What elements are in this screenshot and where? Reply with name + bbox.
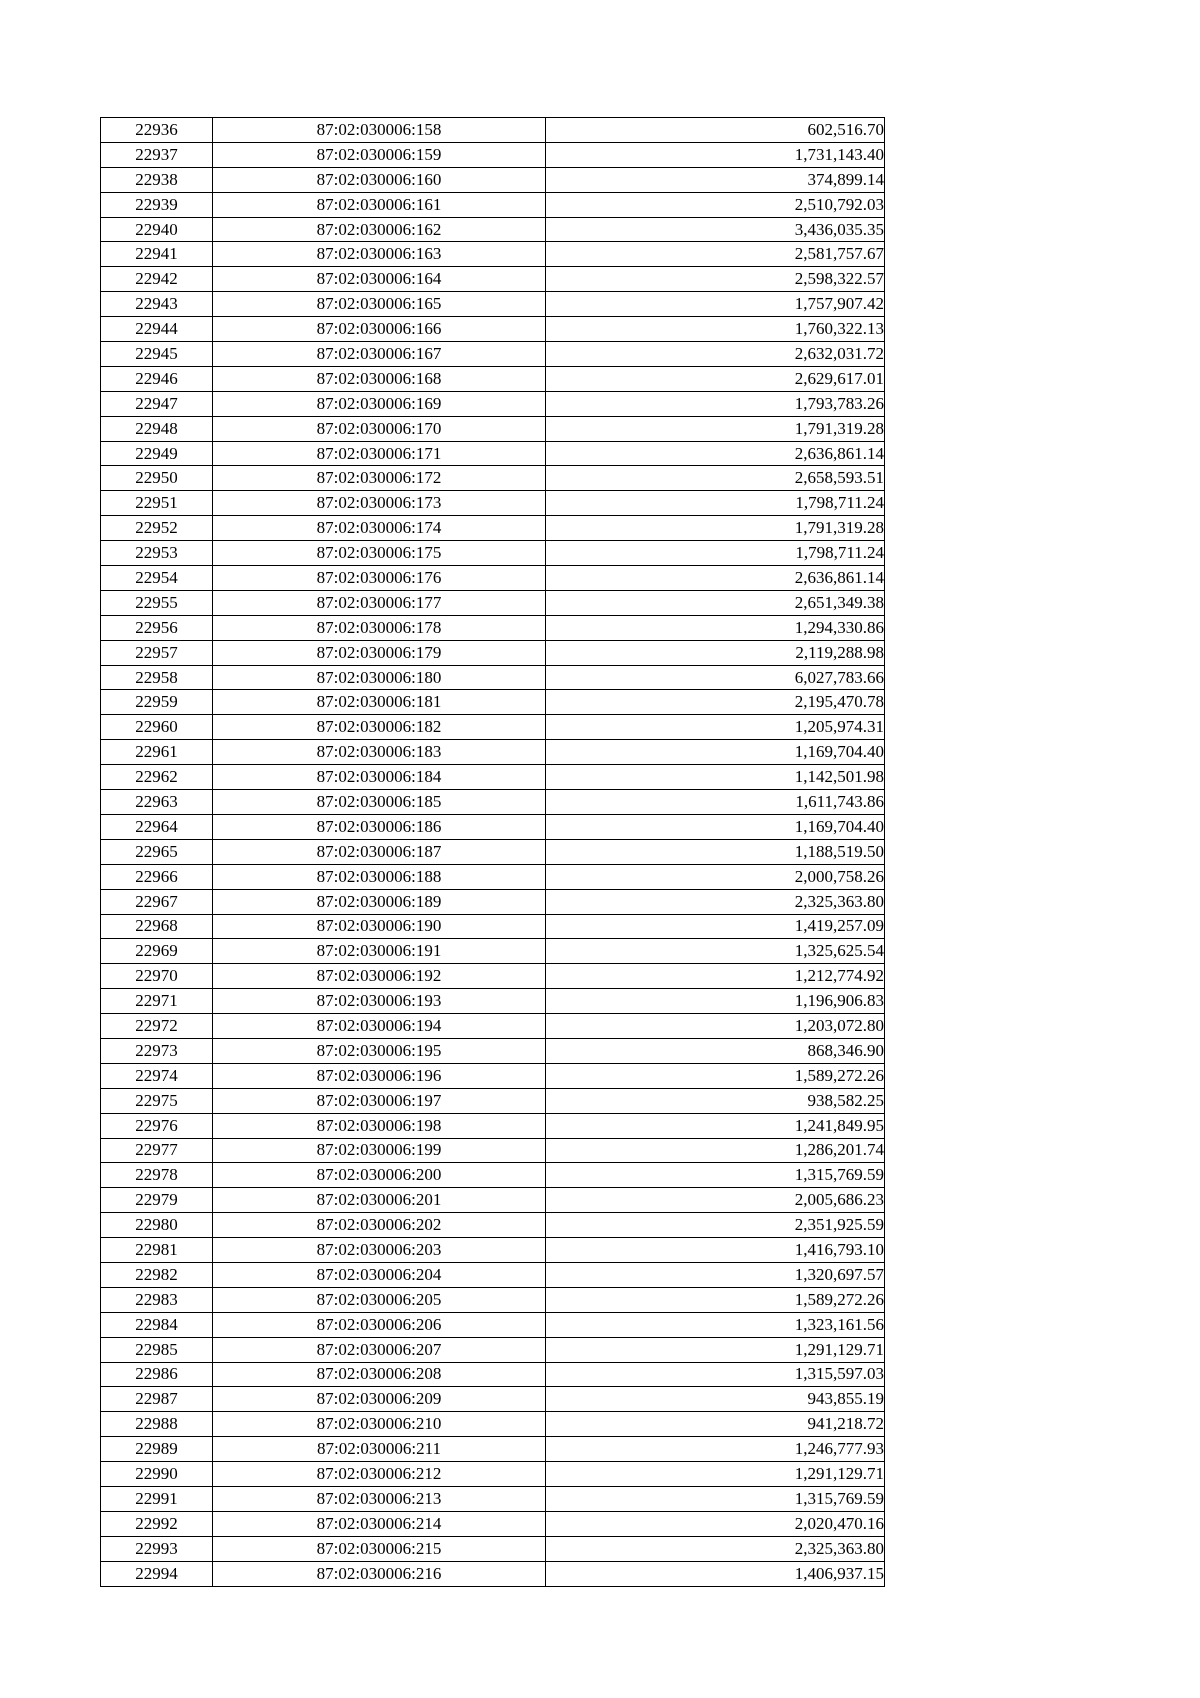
- value-cell: 2,020,470.16: [546, 1511, 885, 1536]
- row-number-cell: 22953: [101, 541, 213, 566]
- table-row: [101, 864, 885, 889]
- value-cell: 1,406,937.15: [546, 1561, 885, 1586]
- row-number-cell: 22945: [101, 342, 213, 367]
- cadastral-number-cell: 87:02:030006:183: [213, 740, 546, 765]
- cadastral-number-cell: 87:02:030006:184: [213, 765, 546, 790]
- value-cell: 1,611,743.86: [546, 790, 885, 815]
- table-row: [101, 142, 885, 167]
- cadastral-number-cell: 87:02:030006:212: [213, 1462, 546, 1487]
- value-cell: 1,320,697.57: [546, 1262, 885, 1287]
- row-number-cell: 22981: [101, 1238, 213, 1263]
- row-number-cell: 22977: [101, 1138, 213, 1163]
- table-row: [101, 1163, 885, 1188]
- cadastral-number-cell: 87:02:030006:162: [213, 217, 546, 242]
- table-row: [101, 765, 885, 790]
- value-cell: 1,241,849.95: [546, 1113, 885, 1138]
- table-row: [101, 1511, 885, 1536]
- table-row: [101, 1561, 885, 1586]
- table-row: [101, 217, 885, 242]
- table-row: [101, 1038, 885, 1063]
- table-row: [101, 416, 885, 441]
- value-cell: 2,651,349.38: [546, 590, 885, 615]
- row-number-cell: 22973: [101, 1038, 213, 1063]
- row-number-cell: 22993: [101, 1536, 213, 1561]
- row-number-cell: 22980: [101, 1213, 213, 1238]
- row-number-cell: 22962: [101, 765, 213, 790]
- value-cell: 2,351,925.59: [546, 1213, 885, 1238]
- table-row: [101, 1312, 885, 1337]
- value-cell: 2,598,322.57: [546, 267, 885, 292]
- table-row: [101, 242, 885, 267]
- row-number-cell: 22974: [101, 1063, 213, 1088]
- value-cell: 3,436,035.35: [546, 217, 885, 242]
- cadastral-number-cell: 87:02:030006:197: [213, 1088, 546, 1113]
- table-row: [101, 964, 885, 989]
- cadastral-number-cell: 87:02:030006:178: [213, 615, 546, 640]
- table-row: [101, 541, 885, 566]
- table-row: [101, 441, 885, 466]
- data-table: [100, 117, 885, 1587]
- cadastral-number-cell: 87:02:030006:163: [213, 242, 546, 267]
- row-number-cell: 22975: [101, 1088, 213, 1113]
- row-number-cell: 22940: [101, 217, 213, 242]
- value-cell: 2,005,686.23: [546, 1188, 885, 1213]
- table-row: [101, 366, 885, 391]
- table-row: [101, 1188, 885, 1213]
- table-row: [101, 615, 885, 640]
- table-row: [101, 1213, 885, 1238]
- table-row: [101, 267, 885, 292]
- table-row: [101, 1536, 885, 1561]
- cadastral-number-cell: 87:02:030006:165: [213, 292, 546, 317]
- cadastral-number-cell: 87:02:030006:198: [213, 1113, 546, 1138]
- row-number-cell: 22978: [101, 1163, 213, 1188]
- table-row: [101, 167, 885, 192]
- cadastral-number-cell: 87:02:030006:191: [213, 939, 546, 964]
- table-row: [101, 914, 885, 939]
- row-number-cell: 22963: [101, 790, 213, 815]
- value-cell: 943,855.19: [546, 1387, 885, 1412]
- table-row: [101, 839, 885, 864]
- value-cell: 1,419,257.09: [546, 914, 885, 939]
- cadastral-number-cell: 87:02:030006:194: [213, 1014, 546, 1039]
- cadastral-number-cell: 87:02:030006:199: [213, 1138, 546, 1163]
- row-number-cell: 22985: [101, 1337, 213, 1362]
- value-cell: 1,798,711.24: [546, 541, 885, 566]
- row-number-cell: 22959: [101, 690, 213, 715]
- value-cell: 2,000,758.26: [546, 864, 885, 889]
- cadastral-number-cell: 87:02:030006:204: [213, 1262, 546, 1287]
- cadastral-number-cell: 87:02:030006:193: [213, 989, 546, 1014]
- row-number-cell: 22946: [101, 366, 213, 391]
- value-cell: 2,636,861.14: [546, 566, 885, 591]
- cadastral-number-cell: 87:02:030006:161: [213, 192, 546, 217]
- row-number-cell: 22970: [101, 964, 213, 989]
- table-row: [101, 1113, 885, 1138]
- cadastral-number-cell: 87:02:030006:190: [213, 914, 546, 939]
- value-cell: 2,325,363.80: [546, 1536, 885, 1561]
- table-row: [101, 466, 885, 491]
- row-number-cell: 22937: [101, 142, 213, 167]
- cadastral-number-cell: 87:02:030006:216: [213, 1561, 546, 1586]
- value-cell: 1,188,519.50: [546, 839, 885, 864]
- row-number-cell: 22966: [101, 864, 213, 889]
- table-row: [101, 317, 885, 342]
- cadastral-number-cell: 87:02:030006:192: [213, 964, 546, 989]
- row-number-cell: 22992: [101, 1511, 213, 1536]
- value-cell: 1,731,143.40: [546, 142, 885, 167]
- table-row: [101, 1088, 885, 1113]
- row-number-cell: 22950: [101, 466, 213, 491]
- cadastral-number-cell: 87:02:030006:167: [213, 342, 546, 367]
- cadastral-number-cell: 87:02:030006:186: [213, 814, 546, 839]
- value-cell: 1,323,161.56: [546, 1312, 885, 1337]
- cadastral-number-cell: 87:02:030006:175: [213, 541, 546, 566]
- table-row: [101, 889, 885, 914]
- value-cell: 1,793,783.26: [546, 391, 885, 416]
- cadastral-number-cell: 87:02:030006:206: [213, 1312, 546, 1337]
- table-row: [101, 790, 885, 815]
- value-cell: 1,196,906.83: [546, 989, 885, 1014]
- row-number-cell: 22982: [101, 1262, 213, 1287]
- cadastral-number-cell: 87:02:030006:169: [213, 391, 546, 416]
- cadastral-number-cell: 87:02:030006:180: [213, 665, 546, 690]
- cadastral-number-cell: 87:02:030006:177: [213, 590, 546, 615]
- table-row: [101, 192, 885, 217]
- table-row: [101, 118, 885, 143]
- value-cell: 2,119,288.98: [546, 640, 885, 665]
- value-cell: 1,325,625.54: [546, 939, 885, 964]
- row-number-cell: 22956: [101, 615, 213, 640]
- table-row: [101, 342, 885, 367]
- row-number-cell: 22988: [101, 1412, 213, 1437]
- row-number-cell: 22936: [101, 118, 213, 143]
- cadastral-number-cell: 87:02:030006:210: [213, 1412, 546, 1437]
- value-cell: 6,027,783.66: [546, 665, 885, 690]
- cadastral-number-cell: 87:02:030006:160: [213, 167, 546, 192]
- cadastral-number-cell: 87:02:030006:200: [213, 1163, 546, 1188]
- row-number-cell: 22948: [101, 416, 213, 441]
- row-number-cell: 22969: [101, 939, 213, 964]
- row-number-cell: 22990: [101, 1462, 213, 1487]
- value-cell: 1,315,597.03: [546, 1362, 885, 1387]
- value-cell: 2,195,470.78: [546, 690, 885, 715]
- cadastral-number-cell: 87:02:030006:213: [213, 1486, 546, 1511]
- value-cell: 1,294,330.86: [546, 615, 885, 640]
- cadastral-number-cell: 87:02:030006:196: [213, 1063, 546, 1088]
- cadastral-number-cell: 87:02:030006:215: [213, 1536, 546, 1561]
- row-number-cell: 22972: [101, 1014, 213, 1039]
- cadastral-number-cell: 87:02:030006:208: [213, 1362, 546, 1387]
- cadastral-number-cell: 87:02:030006:203: [213, 1238, 546, 1263]
- cadastral-number-cell: 87:02:030006:174: [213, 516, 546, 541]
- table-body: [101, 118, 885, 1587]
- cadastral-number-cell: 87:02:030006:201: [213, 1188, 546, 1213]
- row-number-cell: 22944: [101, 317, 213, 342]
- table-row: [101, 1287, 885, 1312]
- row-number-cell: 22938: [101, 167, 213, 192]
- row-number-cell: 22961: [101, 740, 213, 765]
- table-row: [101, 1437, 885, 1462]
- row-number-cell: 22955: [101, 590, 213, 615]
- row-number-cell: 22987: [101, 1387, 213, 1412]
- value-cell: 1,760,322.13: [546, 317, 885, 342]
- cadastral-number-cell: 87:02:030006:202: [213, 1213, 546, 1238]
- value-cell: 374,899.14: [546, 167, 885, 192]
- row-number-cell: 22967: [101, 889, 213, 914]
- value-cell: 1,791,319.28: [546, 516, 885, 541]
- table-row: [101, 690, 885, 715]
- value-cell: 1,169,704.40: [546, 740, 885, 765]
- cadastral-number-cell: 87:02:030006:185: [213, 790, 546, 815]
- row-number-cell: 22964: [101, 814, 213, 839]
- value-cell: 2,581,757.67: [546, 242, 885, 267]
- table-row: [101, 1138, 885, 1163]
- table-row: [101, 1063, 885, 1088]
- cadastral-number-cell: 87:02:030006:195: [213, 1038, 546, 1063]
- row-number-cell: 22952: [101, 516, 213, 541]
- value-cell: 1,286,201.74: [546, 1138, 885, 1163]
- value-cell: 938,582.25: [546, 1088, 885, 1113]
- row-number-cell: 22965: [101, 839, 213, 864]
- value-cell: 1,416,793.10: [546, 1238, 885, 1263]
- row-number-cell: 22939: [101, 192, 213, 217]
- row-number-cell: 22979: [101, 1188, 213, 1213]
- table-row: [101, 1387, 885, 1412]
- row-number-cell: 22947: [101, 391, 213, 416]
- row-number-cell: 22954: [101, 566, 213, 591]
- row-number-cell: 22991: [101, 1486, 213, 1511]
- cadastral-number-cell: 87:02:030006:207: [213, 1337, 546, 1362]
- table-row: [101, 292, 885, 317]
- table-row: [101, 1337, 885, 1362]
- table-row: [101, 391, 885, 416]
- table-row: [101, 1412, 885, 1437]
- table-row: [101, 1462, 885, 1487]
- table-row: [101, 1486, 885, 1511]
- cadastral-number-cell: 87:02:030006:158: [213, 118, 546, 143]
- value-cell: 1,291,129.71: [546, 1462, 885, 1487]
- row-number-cell: 22951: [101, 491, 213, 516]
- value-cell: 1,589,272.26: [546, 1287, 885, 1312]
- value-cell: 1,315,769.59: [546, 1486, 885, 1511]
- value-cell: 1,757,907.42: [546, 292, 885, 317]
- value-cell: 2,632,031.72: [546, 342, 885, 367]
- cadastral-number-cell: 87:02:030006:179: [213, 640, 546, 665]
- row-number-cell: 22976: [101, 1113, 213, 1138]
- cadastral-number-cell: 87:02:030006:159: [213, 142, 546, 167]
- table-row: [101, 1238, 885, 1263]
- table-row: [101, 715, 885, 740]
- value-cell: 2,658,593.51: [546, 466, 885, 491]
- row-number-cell: 22949: [101, 441, 213, 466]
- cadastral-number-cell: 87:02:030006:172: [213, 466, 546, 491]
- table-row: [101, 665, 885, 690]
- cadastral-number-cell: 87:02:030006:164: [213, 267, 546, 292]
- cadastral-number-cell: 87:02:030006:168: [213, 366, 546, 391]
- cadastral-number-cell: 87:02:030006:214: [213, 1511, 546, 1536]
- cadastral-number-cell: 87:02:030006:176: [213, 566, 546, 591]
- table-row: [101, 516, 885, 541]
- cadastral-number-cell: 87:02:030006:209: [213, 1387, 546, 1412]
- row-number-cell: 22941: [101, 242, 213, 267]
- row-number-cell: 22989: [101, 1437, 213, 1462]
- row-number-cell: 22960: [101, 715, 213, 740]
- value-cell: 941,218.72: [546, 1412, 885, 1437]
- cadastral-number-cell: 87:02:030006:189: [213, 889, 546, 914]
- row-number-cell: 22942: [101, 267, 213, 292]
- table-row: [101, 491, 885, 516]
- cadastral-number-cell: 87:02:030006:181: [213, 690, 546, 715]
- table-row: [101, 740, 885, 765]
- row-number-cell: 22983: [101, 1287, 213, 1312]
- cadastral-number-cell: 87:02:030006:173: [213, 491, 546, 516]
- value-cell: 1,205,974.31: [546, 715, 885, 740]
- value-cell: 2,636,861.14: [546, 441, 885, 466]
- cadastral-number-cell: 87:02:030006:187: [213, 839, 546, 864]
- value-cell: 1,203,072.80: [546, 1014, 885, 1039]
- table-row: [101, 640, 885, 665]
- value-cell: 1,291,129.71: [546, 1337, 885, 1362]
- row-number-cell: 22957: [101, 640, 213, 665]
- value-cell: 1,246,777.93: [546, 1437, 885, 1462]
- cadastral-number-cell: 87:02:030006:166: [213, 317, 546, 342]
- table-row: [101, 590, 885, 615]
- value-cell: 1,791,319.28: [546, 416, 885, 441]
- value-cell: 602,516.70: [546, 118, 885, 143]
- table-row: [101, 814, 885, 839]
- value-cell: 1,798,711.24: [546, 491, 885, 516]
- value-cell: 1,169,704.40: [546, 814, 885, 839]
- row-number-cell: 22986: [101, 1362, 213, 1387]
- row-number-cell: 22958: [101, 665, 213, 690]
- value-cell: 2,325,363.80: [546, 889, 885, 914]
- table-row: [101, 989, 885, 1014]
- value-cell: 2,510,792.03: [546, 192, 885, 217]
- value-cell: 1,315,769.59: [546, 1163, 885, 1188]
- value-cell: 2,629,617.01: [546, 366, 885, 391]
- cadastral-number-cell: 87:02:030006:211: [213, 1437, 546, 1462]
- value-cell: 1,142,501.98: [546, 765, 885, 790]
- row-number-cell: 22971: [101, 989, 213, 1014]
- row-number-cell: 22943: [101, 292, 213, 317]
- row-number-cell: 22994: [101, 1561, 213, 1586]
- table-row: [101, 939, 885, 964]
- row-number-cell: 22984: [101, 1312, 213, 1337]
- table-row: [101, 1014, 885, 1039]
- value-cell: 1,212,774.92: [546, 964, 885, 989]
- table-row: [101, 566, 885, 591]
- cadastral-number-cell: 87:02:030006:205: [213, 1287, 546, 1312]
- table-row: [101, 1262, 885, 1287]
- value-cell: 1,589,272.26: [546, 1063, 885, 1088]
- table-row: [101, 1362, 885, 1387]
- cadastral-number-cell: 87:02:030006:170: [213, 416, 546, 441]
- value-cell: 868,346.90: [546, 1038, 885, 1063]
- row-number-cell: 22968: [101, 914, 213, 939]
- cadastral-number-cell: 87:02:030006:188: [213, 864, 546, 889]
- cadastral-number-cell: 87:02:030006:171: [213, 441, 546, 466]
- cadastral-number-cell: 87:02:030006:182: [213, 715, 546, 740]
